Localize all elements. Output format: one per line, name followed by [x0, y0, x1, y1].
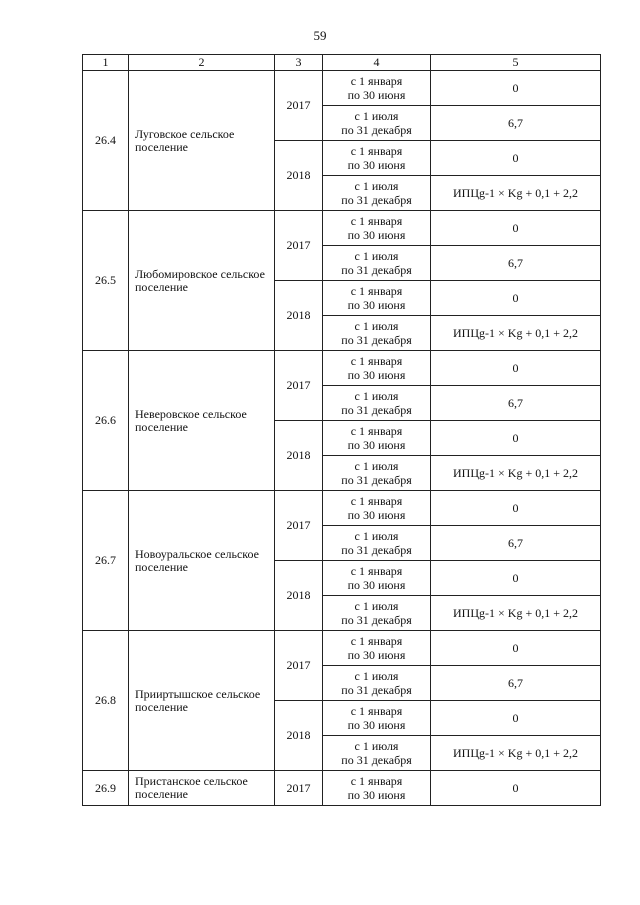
- period-cell: [323, 316, 431, 351]
- period-from: с 1 июля: [354, 529, 399, 543]
- year-cell: 2017: [275, 631, 323, 701]
- period-from: с 1 июля: [354, 319, 399, 333]
- period-from: с 1 июля: [354, 599, 399, 613]
- rate-value: 6,7: [431, 666, 601, 701]
- period-to: по 31 декабря: [341, 403, 412, 417]
- rate-value: ИПЦg-1 × Kg + 0,1 + 2,2: [431, 456, 601, 491]
- row-code: 26.9: [83, 771, 129, 806]
- period-to: по 30 июня: [347, 718, 406, 732]
- table-row: [83, 771, 601, 806]
- table-row: [83, 351, 601, 386]
- settlement-name: Прииртышское сельское поселение: [129, 631, 275, 771]
- period-cell: [323, 71, 431, 106]
- period-to: по 31 декабря: [341, 333, 412, 347]
- rate-value: ИПЦg-1 × Kg + 0,1 + 2,2: [431, 596, 601, 631]
- period-to: по 31 декабря: [341, 473, 412, 487]
- row-code: 26.5: [83, 211, 129, 351]
- period-from: с 1 января: [350, 424, 403, 438]
- header-cell: 4: [323, 55, 431, 71]
- period-cell: [323, 456, 431, 491]
- year-cell: 2018: [275, 701, 323, 771]
- rate-value: 0: [431, 281, 601, 316]
- year-cell: 2017: [275, 71, 323, 141]
- rate-value: 0: [431, 141, 601, 176]
- period-cell: [323, 631, 431, 666]
- period-cell: [323, 491, 431, 526]
- table-row: [83, 631, 601, 666]
- year-cell: 2017: [275, 211, 323, 281]
- period-from: с 1 июля: [354, 249, 399, 263]
- year-cell: 2018: [275, 561, 323, 631]
- rate-value: 0: [431, 771, 601, 806]
- period-cell: [323, 771, 431, 806]
- row-code: 26.6: [83, 351, 129, 491]
- row-code: 26.4: [83, 71, 129, 211]
- settlement-name: Луговское сельское поселение: [129, 71, 275, 211]
- period-from: с 1 января: [350, 704, 403, 718]
- table-row: [83, 211, 601, 246]
- settlement-name: Пристанское сельское поселение: [129, 771, 275, 806]
- rate-value: 0: [431, 701, 601, 736]
- period-from: с 1 января: [350, 284, 403, 298]
- period-from: с 1 января: [350, 354, 403, 368]
- period-from: с 1 июля: [354, 179, 399, 193]
- period-cell: [323, 106, 431, 141]
- rate-value: 0: [431, 211, 601, 246]
- period-cell: [323, 526, 431, 561]
- rate-value: 0: [431, 491, 601, 526]
- rate-value: 6,7: [431, 386, 601, 421]
- header-cell: 2: [129, 55, 275, 71]
- rate-value: 6,7: [431, 526, 601, 561]
- period-to: по 30 июня: [347, 578, 406, 592]
- period-cell: [323, 386, 431, 421]
- row-code: 26.8: [83, 631, 129, 771]
- rate-value: 0: [431, 561, 601, 596]
- table-row: [83, 71, 601, 106]
- period-cell: [323, 176, 431, 211]
- header-cell: 3: [275, 55, 323, 71]
- period-to: по 30 июня: [347, 228, 406, 242]
- period-from: с 1 января: [350, 774, 403, 788]
- period-to: по 31 декабря: [341, 263, 412, 277]
- tariff-table: [82, 54, 601, 806]
- table-body: [83, 55, 601, 806]
- header-cell: 5: [431, 55, 601, 71]
- rate-value: ИПЦg-1 × Kg + 0,1 + 2,2: [431, 736, 601, 771]
- rate-value: ИПЦg-1 × Kg + 0,1 + 2,2: [431, 176, 601, 211]
- period-from: с 1 января: [350, 74, 403, 88]
- period-from: с 1 июля: [354, 389, 399, 403]
- period-to: по 30 июня: [347, 788, 406, 802]
- year-cell: 2017: [275, 351, 323, 421]
- period-to: по 31 декабря: [341, 543, 412, 557]
- period-cell: [323, 421, 431, 456]
- settlement-name: Неверовское сельское поселение: [129, 351, 275, 491]
- period-to: по 30 июня: [347, 298, 406, 312]
- period-cell: [323, 351, 431, 386]
- period-from: с 1 января: [350, 634, 403, 648]
- period-cell: [323, 701, 431, 736]
- period-cell: [323, 211, 431, 246]
- period-cell: [323, 666, 431, 701]
- period-to: по 30 июня: [347, 438, 406, 452]
- rate-value: 6,7: [431, 246, 601, 281]
- period-from: с 1 января: [350, 564, 403, 578]
- year-cell: 2018: [275, 281, 323, 351]
- period-cell: [323, 141, 431, 176]
- period-to: по 30 июня: [347, 158, 406, 172]
- rate-value: 0: [431, 421, 601, 456]
- settlement-name: Новоуральское сельское поселение: [129, 491, 275, 631]
- period-from: с 1 июля: [354, 739, 399, 753]
- period-cell: [323, 736, 431, 771]
- rate-value: 6,7: [431, 106, 601, 141]
- period-to: по 30 июня: [347, 648, 406, 662]
- year-cell: 2017: [275, 771, 323, 806]
- period-cell: [323, 561, 431, 596]
- period-to: по 30 июня: [347, 88, 406, 102]
- table-row: [83, 491, 601, 526]
- period-from: с 1 июля: [354, 459, 399, 473]
- page-number: 59: [313, 28, 327, 43]
- period-from: с 1 января: [350, 144, 403, 158]
- year-cell: 2017: [275, 491, 323, 561]
- period-cell: [323, 596, 431, 631]
- period-to: по 31 декабря: [341, 613, 412, 627]
- year-cell: 2018: [275, 141, 323, 211]
- rate-value: 0: [431, 631, 601, 666]
- period-from: с 1 января: [350, 214, 403, 228]
- rate-value: 0: [431, 351, 601, 386]
- period-cell: [323, 246, 431, 281]
- period-to: по 31 декабря: [341, 193, 412, 207]
- period-from: с 1 июля: [354, 109, 399, 123]
- header-cell: 1: [83, 55, 129, 71]
- row-code: 26.7: [83, 491, 129, 631]
- period-to: по 31 декабря: [341, 123, 412, 137]
- period-to: по 30 июня: [347, 508, 406, 522]
- period-from: с 1 июля: [354, 669, 399, 683]
- rate-value: ИПЦg-1 × Kg + 0,1 + 2,2: [431, 316, 601, 351]
- period-from: с 1 января: [350, 494, 403, 508]
- year-cell: 2018: [275, 421, 323, 491]
- period-to: по 31 декабря: [341, 753, 412, 767]
- period-cell: [323, 281, 431, 316]
- period-to: по 31 декабря: [341, 683, 412, 697]
- period-to: по 30 июня: [347, 368, 406, 382]
- header-row: [83, 55, 601, 71]
- rate-value: 0: [431, 71, 601, 106]
- settlement-name: Любомировское сельское поселение: [129, 211, 275, 351]
